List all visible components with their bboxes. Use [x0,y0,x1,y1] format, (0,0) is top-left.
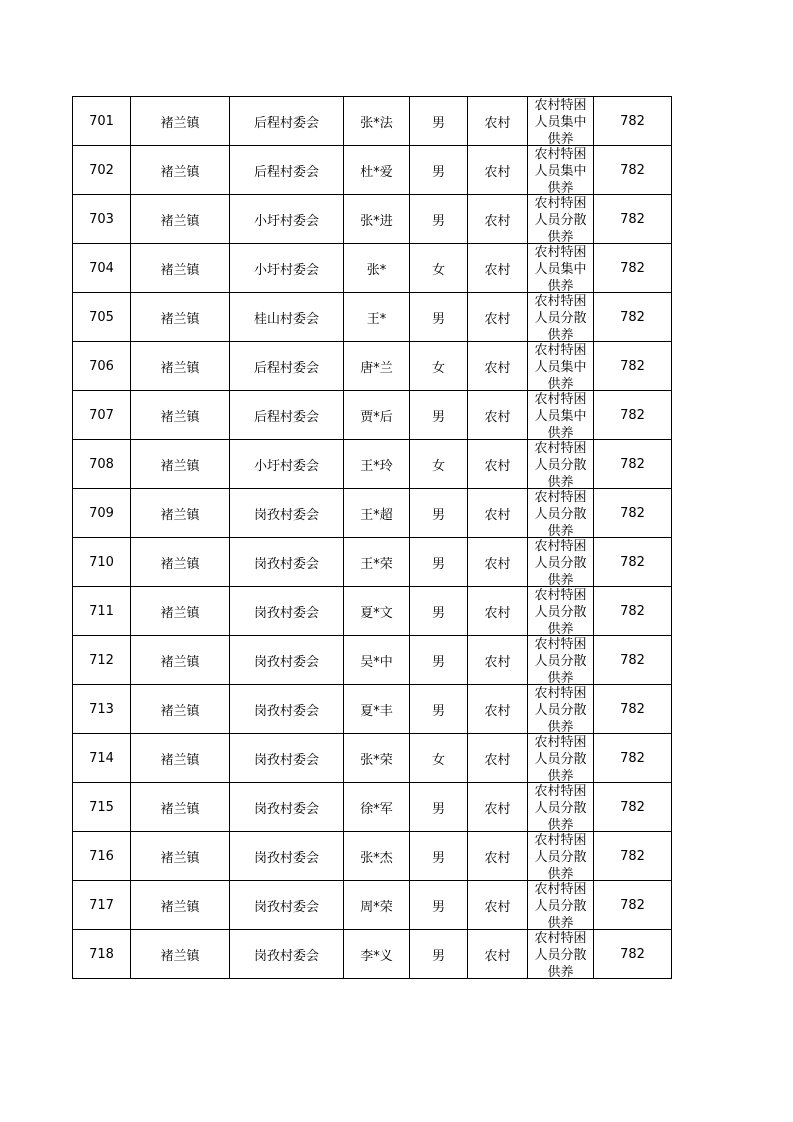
area-cell: 农村 [468,783,528,832]
table-row [73,391,672,440]
name-cell: 李*义 [344,930,410,979]
category-cell [528,832,594,881]
category-cell [528,489,594,538]
name-cell: 王* [344,293,410,342]
area-cell: 农村 [468,244,528,293]
village-cell: 岗孜村委会 [230,587,344,636]
amount-cell: 782 [594,783,672,832]
row-number: 702 [73,146,131,195]
category-text: 农村特困人员集中供养 [534,392,587,439]
table-row [73,195,672,244]
area-cell: 农村 [468,881,528,930]
name-cell: 夏*文 [344,587,410,636]
gender-cell: 男 [410,391,468,440]
row-number: 717 [73,881,131,930]
table-row [73,832,672,881]
town-cell: 褚兰镇 [131,440,230,489]
gender-cell: 女 [410,440,468,489]
gender-cell: 女 [410,734,468,783]
row-number: 711 [73,587,131,636]
amount-cell: 782 [594,930,672,979]
amount-cell: 782 [594,881,672,930]
village-cell: 岗孜村委会 [230,538,344,587]
area-cell: 农村 [468,489,528,538]
village-cell: 岗孜村委会 [230,489,344,538]
town-cell: 褚兰镇 [131,538,230,587]
category-text: 农村特困人员分散供养 [534,686,587,733]
name-cell: 徐*军 [344,783,410,832]
village-cell: 小圩村委会 [230,195,344,244]
category-text: 农村特困人员集中供养 [534,147,587,194]
table-row [73,881,672,930]
table-row [73,685,672,734]
town-cell: 褚兰镇 [131,734,230,783]
gender-cell: 男 [410,783,468,832]
roster-table [72,96,672,979]
amount-cell: 782 [594,538,672,587]
category-text: 农村特困人员分散供养 [534,441,587,488]
row-number: 716 [73,832,131,881]
category-cell [528,146,594,195]
amount-cell: 782 [594,734,672,783]
row-number: 713 [73,685,131,734]
gender-cell: 女 [410,342,468,391]
gender-cell: 男 [410,685,468,734]
town-cell: 褚兰镇 [131,832,230,881]
amount-cell: 782 [594,832,672,881]
table-row [73,440,672,489]
gender-cell: 男 [410,587,468,636]
category-cell [528,734,594,783]
category-text: 农村特困人员分散供养 [534,196,587,243]
row-number: 715 [73,783,131,832]
table-row [73,587,672,636]
category-cell [528,244,594,293]
name-cell: 张*杰 [344,832,410,881]
amount-cell: 782 [594,636,672,685]
table-row [73,293,672,342]
category-cell [528,293,594,342]
gender-cell: 男 [410,489,468,538]
row-number: 709 [73,489,131,538]
town-cell: 褚兰镇 [131,489,230,538]
village-cell: 岗孜村委会 [230,685,344,734]
category-text: 农村特困人员分散供养 [534,931,587,978]
gender-cell: 男 [410,832,468,881]
category-text: 农村特困人员分散供养 [534,833,587,880]
category-text: 农村特困人员分散供养 [534,294,587,341]
category-text: 农村特困人员集中供养 [534,343,587,390]
town-cell: 褚兰镇 [131,146,230,195]
area-cell: 农村 [468,440,528,489]
category-text: 农村特困人员集中供养 [534,245,587,292]
village-cell: 岗孜村委会 [230,881,344,930]
gender-cell: 男 [410,930,468,979]
table-row [73,930,672,979]
row-number: 703 [73,195,131,244]
category-cell [528,881,594,930]
village-cell: 后程村委会 [230,342,344,391]
area-cell: 农村 [468,538,528,587]
village-cell: 后程村委会 [230,97,344,146]
town-cell: 褚兰镇 [131,930,230,979]
name-cell: 夏*丰 [344,685,410,734]
amount-cell: 782 [594,587,672,636]
gender-cell: 男 [410,538,468,587]
category-cell [528,636,594,685]
area-cell: 农村 [468,391,528,440]
village-cell: 小圩村委会 [230,244,344,293]
table-row [73,97,672,146]
area-cell: 农村 [468,293,528,342]
gender-cell: 男 [410,636,468,685]
category-cell [528,685,594,734]
village-cell: 岗孜村委会 [230,783,344,832]
category-cell [528,342,594,391]
category-cell [528,391,594,440]
area-cell: 农村 [468,832,528,881]
category-text: 农村特困人员分散供养 [534,637,587,684]
row-number: 706 [73,342,131,391]
amount-cell: 782 [594,489,672,538]
row-number: 705 [73,293,131,342]
name-cell: 张*法 [344,97,410,146]
category-text: 农村特困人员分散供养 [534,784,587,831]
category-text: 农村特困人员集中供养 [534,98,587,145]
village-cell: 后程村委会 [230,146,344,195]
area-cell: 农村 [468,685,528,734]
town-cell: 褚兰镇 [131,783,230,832]
village-cell: 岗孜村委会 [230,734,344,783]
category-cell [528,587,594,636]
amount-cell: 782 [594,146,672,195]
amount-cell: 782 [594,440,672,489]
name-cell: 张*荣 [344,734,410,783]
name-cell: 周*荣 [344,881,410,930]
area-cell: 农村 [468,342,528,391]
row-number: 714 [73,734,131,783]
category-cell [528,538,594,587]
category-text: 农村特困人员分散供养 [534,539,587,586]
amount-cell: 782 [594,195,672,244]
amount-cell: 782 [594,391,672,440]
name-cell: 王*荣 [344,538,410,587]
gender-cell: 男 [410,195,468,244]
village-cell: 岗孜村委会 [230,832,344,881]
town-cell: 褚兰镇 [131,391,230,440]
village-cell: 后程村委会 [230,391,344,440]
gender-cell: 男 [410,881,468,930]
table-row [73,734,672,783]
area-cell: 农村 [468,97,528,146]
table-row [73,244,672,293]
table-row [73,636,672,685]
town-cell: 褚兰镇 [131,685,230,734]
row-number: 701 [73,97,131,146]
village-cell: 桂山村委会 [230,293,344,342]
row-number: 708 [73,440,131,489]
table-row [73,342,672,391]
town-cell: 褚兰镇 [131,342,230,391]
name-cell: 唐*兰 [344,342,410,391]
table-row [73,783,672,832]
name-cell: 吴*中 [344,636,410,685]
town-cell: 褚兰镇 [131,244,230,293]
town-cell: 褚兰镇 [131,195,230,244]
name-cell: 张* [344,244,410,293]
row-number: 707 [73,391,131,440]
name-cell: 贾*后 [344,391,410,440]
table-row [73,146,672,195]
gender-cell: 男 [410,146,468,195]
amount-cell: 782 [594,293,672,342]
category-text: 农村特困人员分散供养 [534,882,587,929]
row-number: 710 [73,538,131,587]
gender-cell: 女 [410,244,468,293]
village-cell: 岗孜村委会 [230,930,344,979]
table-row [73,538,672,587]
name-cell: 王*玲 [344,440,410,489]
table-row [73,489,672,538]
gender-cell: 男 [410,293,468,342]
area-cell: 农村 [468,734,528,783]
row-number: 718 [73,930,131,979]
amount-cell: 782 [594,97,672,146]
area-cell: 农村 [468,930,528,979]
category-cell [528,930,594,979]
village-cell: 岗孜村委会 [230,636,344,685]
category-cell [528,97,594,146]
name-cell: 张*进 [344,195,410,244]
name-cell: 王*超 [344,489,410,538]
town-cell: 褚兰镇 [131,881,230,930]
category-text: 农村特困人员分散供养 [534,490,587,537]
category-text: 农村特困人员分散供养 [534,588,587,635]
area-cell: 农村 [468,146,528,195]
village-cell: 小圩村委会 [230,440,344,489]
category-cell [528,440,594,489]
town-cell: 褚兰镇 [131,636,230,685]
area-cell: 农村 [468,636,528,685]
town-cell: 褚兰镇 [131,587,230,636]
town-cell: 褚兰镇 [131,293,230,342]
row-number: 704 [73,244,131,293]
category-cell [528,195,594,244]
name-cell: 杜*爱 [344,146,410,195]
row-number: 712 [73,636,131,685]
area-cell: 农村 [468,587,528,636]
town-cell: 褚兰镇 [131,97,230,146]
gender-cell: 男 [410,97,468,146]
category-text: 农村特困人员分散供养 [534,735,587,782]
roster-body [73,97,672,979]
category-cell [528,783,594,832]
area-cell: 农村 [468,195,528,244]
amount-cell: 782 [594,342,672,391]
amount-cell: 782 [594,244,672,293]
amount-cell: 782 [594,685,672,734]
